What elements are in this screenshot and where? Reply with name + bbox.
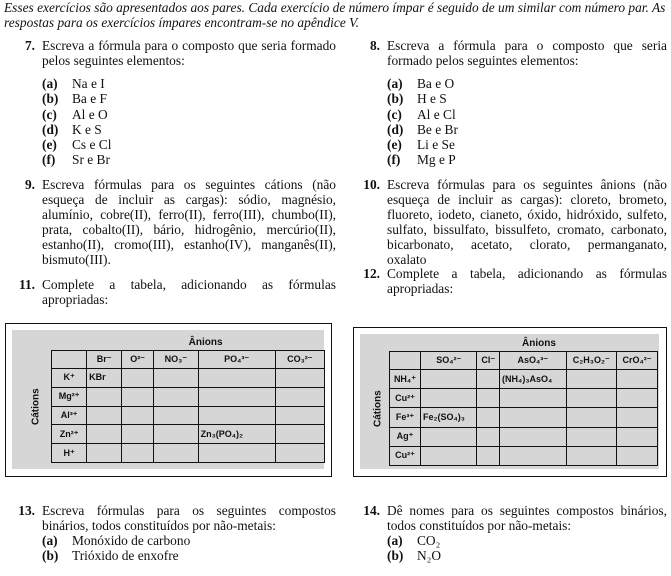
- exercise-number: 7.: [24, 38, 35, 53]
- option-item: [42, 533, 336, 548]
- table-cell: [616, 389, 657, 408]
- option-text: Li e Se: [417, 137, 455, 153]
- exercise-8: [345, 38, 667, 168]
- table-cell: [420, 446, 477, 465]
- table-cell: [122, 369, 154, 388]
- option-label: (c): [387, 106, 402, 122]
- cation-header: Zn²⁺: [52, 425, 87, 444]
- option-text: Trióxido de enxofre: [72, 548, 179, 564]
- option-item: [387, 152, 667, 167]
- table-cell: [198, 406, 275, 425]
- options-list: [387, 533, 667, 564]
- anion-header: C₂H₃O₂⁻: [566, 352, 616, 370]
- options-list: [387, 76, 667, 168]
- option-item: [387, 533, 667, 548]
- cation-header: Fe³⁺: [389, 408, 420, 427]
- table-cell: (NH₄)₃AsO₄: [500, 370, 566, 389]
- option-item: [387, 137, 667, 152]
- exercise-number: 9.: [24, 177, 35, 192]
- table-cell: [154, 406, 199, 425]
- exercise-12: [345, 266, 667, 296]
- table-cell: [477, 427, 500, 446]
- option-label: (b): [42, 548, 59, 564]
- table-cell: [122, 387, 154, 406]
- table-row: [20, 425, 325, 444]
- option-label: (d): [387, 121, 404, 137]
- exercise-number: 10.: [363, 177, 380, 192]
- table-cell: [500, 408, 566, 427]
- table-cell: [275, 387, 324, 406]
- table-row: [20, 387, 325, 406]
- exercise-text: Escreva fórmulas para os seguintes cátions (não esqueça de incluir as cargas): sódio, magnésio, alumínio, cobre(II), ferro(II), ferro(III), chumbo(II), prata, cobalto(II), bário, hidrogênio, mercúrio(II), estanho(II), cromo(III), estanho(IV), manganês(II), bismuto(III).: [42, 177, 336, 267]
- table-cell: [198, 387, 275, 406]
- anion-header: CO₃²⁻: [275, 351, 324, 369]
- option-label: (a): [387, 76, 403, 91]
- option-item: [42, 152, 336, 167]
- anion-header: Cl⁻: [477, 352, 500, 370]
- option-text: Al e O: [72, 106, 108, 122]
- exercise-text: Escreva fórmulas para os seguintes compostos binários, todos constituídos por não-metais:: [42, 503, 336, 533]
- table-cell: [275, 406, 324, 425]
- anion-header: SO₄²⁻: [420, 352, 477, 370]
- table-cell: [500, 427, 566, 446]
- exercise-number: 12.: [363, 266, 380, 281]
- option-item: [387, 548, 667, 563]
- option-text: Mg e P: [417, 152, 456, 168]
- option-item: [387, 107, 667, 122]
- table-grid: [20, 335, 325, 463]
- exercise-13: [0, 503, 336, 564]
- table-row: [366, 370, 658, 389]
- table-cell: [87, 406, 122, 425]
- exercise-9: [0, 177, 336, 267]
- anion-header: CrO₄²⁻: [616, 352, 657, 370]
- anion-header: Br⁻: [87, 351, 122, 369]
- table-cell: [616, 370, 657, 389]
- table-cell: Zn₃(PO₄)₂: [198, 425, 275, 444]
- table-row: [366, 427, 658, 446]
- exercise-number: 8.: [369, 38, 380, 53]
- table-cell: [477, 408, 500, 427]
- table-cell: [500, 389, 566, 408]
- option-text: Be e Br: [417, 121, 458, 137]
- exercise-11: [0, 277, 336, 307]
- option-label: (b): [387, 91, 404, 107]
- cations-heading: Cátions: [372, 390, 384, 427]
- option-label: (e): [42, 137, 57, 153]
- option-text: H e S: [417, 91, 447, 107]
- option-label: (e): [387, 137, 402, 153]
- option-label: (a): [42, 76, 58, 91]
- exercise-7: [0, 38, 336, 168]
- option-item: [387, 122, 667, 137]
- cation-header: Ag⁺: [389, 427, 420, 446]
- table-cell: [566, 427, 616, 446]
- anions-heading: Ânions: [87, 335, 325, 351]
- cation-header: Al³⁺: [52, 406, 87, 425]
- table-cell: [87, 444, 122, 463]
- option-text: Cs e Cl: [72, 137, 112, 153]
- cation-header: NH₄⁺: [389, 370, 420, 389]
- option-label: (c): [42, 106, 57, 122]
- cation-header: K⁺: [52, 369, 87, 388]
- exercise-number: 14.: [363, 503, 380, 518]
- option-text: Sr e Br: [72, 152, 110, 168]
- table-cell: Fe₂(SO₄)₃: [420, 408, 477, 427]
- table-row: [366, 389, 658, 408]
- anions-heading: Ânions: [420, 336, 657, 352]
- table-cell: [566, 389, 616, 408]
- exercise-text: Complete a tabela, adicionando as fórmulas apropriadas:: [387, 266, 667, 296]
- table-row: [20, 406, 325, 425]
- table-cell: [198, 444, 275, 463]
- anion-header: NO₃⁻: [154, 351, 199, 369]
- table-cell: [566, 446, 616, 465]
- option-label: (a): [42, 533, 58, 548]
- option-item: [42, 137, 336, 152]
- table-cell: [275, 444, 324, 463]
- exercise-10: [345, 177, 667, 267]
- option-text: Al e Cl: [417, 106, 456, 122]
- anion-header: PO₄³⁻: [198, 351, 275, 369]
- option-item: [387, 91, 667, 106]
- exercise-14: [345, 503, 667, 564]
- table-cell: [275, 369, 324, 388]
- options-list: [42, 76, 336, 168]
- anion-header: O²⁻: [122, 351, 154, 369]
- cation-header: Cu²⁺: [389, 389, 420, 408]
- table-cell: [87, 425, 122, 444]
- cations-heading: Cátions: [30, 388, 42, 425]
- option-label: (b): [387, 548, 404, 564]
- option-label: (f): [387, 152, 401, 168]
- table-cell: [154, 444, 199, 463]
- table-grid: [366, 336, 658, 466]
- exercise-text: Dê nomes para os seguintes compostos binários, todos constituídos por não-metais:: [387, 503, 667, 533]
- table-cell: [616, 427, 657, 446]
- anion-header: AsO₄³⁻: [500, 352, 566, 370]
- table-cell: [122, 406, 154, 425]
- table-cell: [420, 389, 477, 408]
- table-cell: [500, 446, 566, 465]
- table-row: [366, 446, 658, 465]
- table-cell: [154, 369, 199, 388]
- option-item: [42, 548, 336, 563]
- table-row: [20, 444, 325, 463]
- option-text: CO₂: [417, 533, 441, 548]
- option-label: (a): [387, 533, 403, 548]
- cation-header: H⁺: [52, 444, 87, 463]
- table-cell: [616, 446, 657, 465]
- intro-text: Esses exercícios são apresentados aos pares. Cada exercício de número ímpar é seguido de um similar com número par. As respostas para os exercícios ímpares encontram-se no apêndice V.: [4, 0, 666, 30]
- exercise-text: Complete a tabela, adicionando as fórmulas apropriadas:: [42, 277, 336, 307]
- option-label: (b): [42, 91, 59, 107]
- option-item: [387, 76, 667, 91]
- table-cell: [566, 370, 616, 389]
- table-cell: [616, 408, 657, 427]
- exercise-text: Escreva a fórmula para o composto que seria formado pelos seguintes elementos:: [387, 38, 667, 68]
- option-item: [42, 91, 336, 106]
- table-cell: KBr: [87, 369, 122, 388]
- table-cell: [154, 387, 199, 406]
- table-cell: [566, 408, 616, 427]
- option-text: K e S: [72, 121, 102, 137]
- table-cell: [87, 387, 122, 406]
- table-cell: [420, 370, 477, 389]
- cation-anion-table-11: [5, 323, 332, 477]
- table-cell: [154, 425, 199, 444]
- option-label: (f): [42, 152, 56, 168]
- options-list: [42, 533, 336, 564]
- option-item: [42, 76, 336, 91]
- option-item: [42, 107, 336, 122]
- table-cell: [275, 425, 324, 444]
- table-cell: [420, 427, 477, 446]
- exercise-text: Escreva a fórmula para o composto que seria formado pelos seguintes elementos:: [42, 38, 336, 68]
- table-cell: [477, 446, 500, 465]
- exercise-text: Escreva fórmulas para os seguintes ânions (não esqueça de incluir as cargas): cloreto, brometo, fluoreto, iodeto, cianeto, óxido, hidróxido, sulfeto, sulfato, bissulfato, bissulfeto, cromato, carbonato, bicarbonato, acetato, clorato, permanganato, oxalato: [387, 177, 667, 267]
- table-cell: [477, 370, 500, 389]
- option-text: N₂O: [417, 548, 442, 564]
- table-cell: [122, 425, 154, 444]
- table-row: [366, 408, 658, 427]
- option-text: Na e I: [72, 76, 105, 91]
- exercise-number: 13.: [18, 503, 35, 518]
- option-text: Ba e O: [417, 76, 455, 91]
- option-text: Ba e F: [72, 91, 107, 107]
- table-cell: [198, 369, 275, 388]
- table-cell: [477, 389, 500, 408]
- option-text: Monóxido de carbono: [72, 533, 191, 548]
- cation-anion-table-12: [353, 327, 667, 477]
- exercise-number: 11.: [19, 277, 35, 292]
- cation-header: Cu²⁺: [389, 446, 420, 465]
- table-cell: [122, 444, 154, 463]
- option-label: (d): [42, 121, 59, 137]
- cation-header: Mg²⁺: [52, 387, 87, 406]
- table-row: [20, 369, 325, 388]
- option-item: [42, 122, 336, 137]
